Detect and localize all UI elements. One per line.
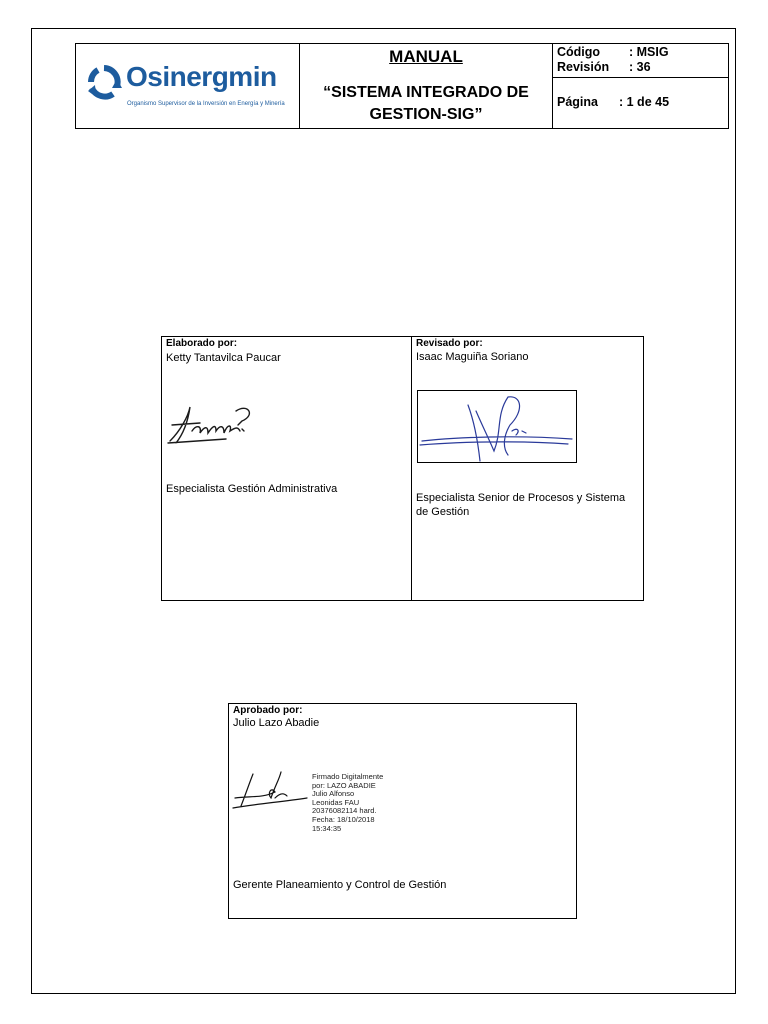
revisado-box xyxy=(411,336,644,601)
revision-row xyxy=(557,60,651,74)
codigo-row xyxy=(557,45,669,59)
pagina-value: : 1 de 45 xyxy=(619,95,670,109)
document-header xyxy=(75,43,729,129)
revision-label: Revisión xyxy=(557,60,610,74)
logo-tagline: Organismo Supervisor de la Inversión en Energía y Minería xyxy=(127,101,285,107)
meta-cell xyxy=(553,44,728,128)
aprobado-name: Julio Lazo Abadie xyxy=(233,717,320,729)
elaborado-signature-image xyxy=(166,397,258,449)
revisado-signature-frame xyxy=(417,390,577,463)
revisado-label: Revisado por: xyxy=(416,338,483,349)
document-title-line2: GESTION-SIG” xyxy=(369,106,483,123)
revision-value: : 36 xyxy=(629,60,651,74)
revisado-name: Isaac Maguiña Soriano xyxy=(416,351,529,363)
document-title-line1: “SISTEMA INTEGRADO DE xyxy=(323,84,529,101)
elaborado-role: Especialista Gestión Administrativa xyxy=(166,483,338,495)
logo-wordmark: Osinergmin xyxy=(126,61,277,92)
codigo-label: Código xyxy=(557,45,601,59)
aprobado-box xyxy=(228,703,577,919)
title-cell xyxy=(300,44,553,128)
pagina-row xyxy=(557,95,669,109)
elaborado-box xyxy=(161,336,412,601)
aprobado-label: Aprobado por: xyxy=(233,705,303,716)
aprobado-role: Gerente Planeamiento y Control de Gestión xyxy=(233,879,447,891)
digital-signature-stamp: Firmado Digitalmente por: LAZO ABADIE Julio Alfonso Leonidas FAU 20376082114 hard. Fecha: 18/10/2018 15:34:35 xyxy=(312,772,384,833)
document-title xyxy=(306,82,546,126)
codigo-value: : MSIG xyxy=(629,45,669,59)
elaborado-label: Elaborado por: xyxy=(166,338,238,349)
revisado-role: Especialista Senior de Procesos y Sistema de Gestión xyxy=(416,492,626,518)
osinergmin-logo-icon xyxy=(86,64,122,100)
elaborado-name: Ketty Tantavilca Paucar xyxy=(166,352,281,364)
manual-label: MANUAL xyxy=(389,47,463,66)
page-number-cell xyxy=(553,77,728,128)
logo-cell xyxy=(76,44,300,128)
revisado-signature-image xyxy=(418,391,576,462)
code-revision-cell xyxy=(553,44,728,78)
pagina-label: Página xyxy=(557,95,598,109)
aprobado-signature-image xyxy=(231,768,311,814)
